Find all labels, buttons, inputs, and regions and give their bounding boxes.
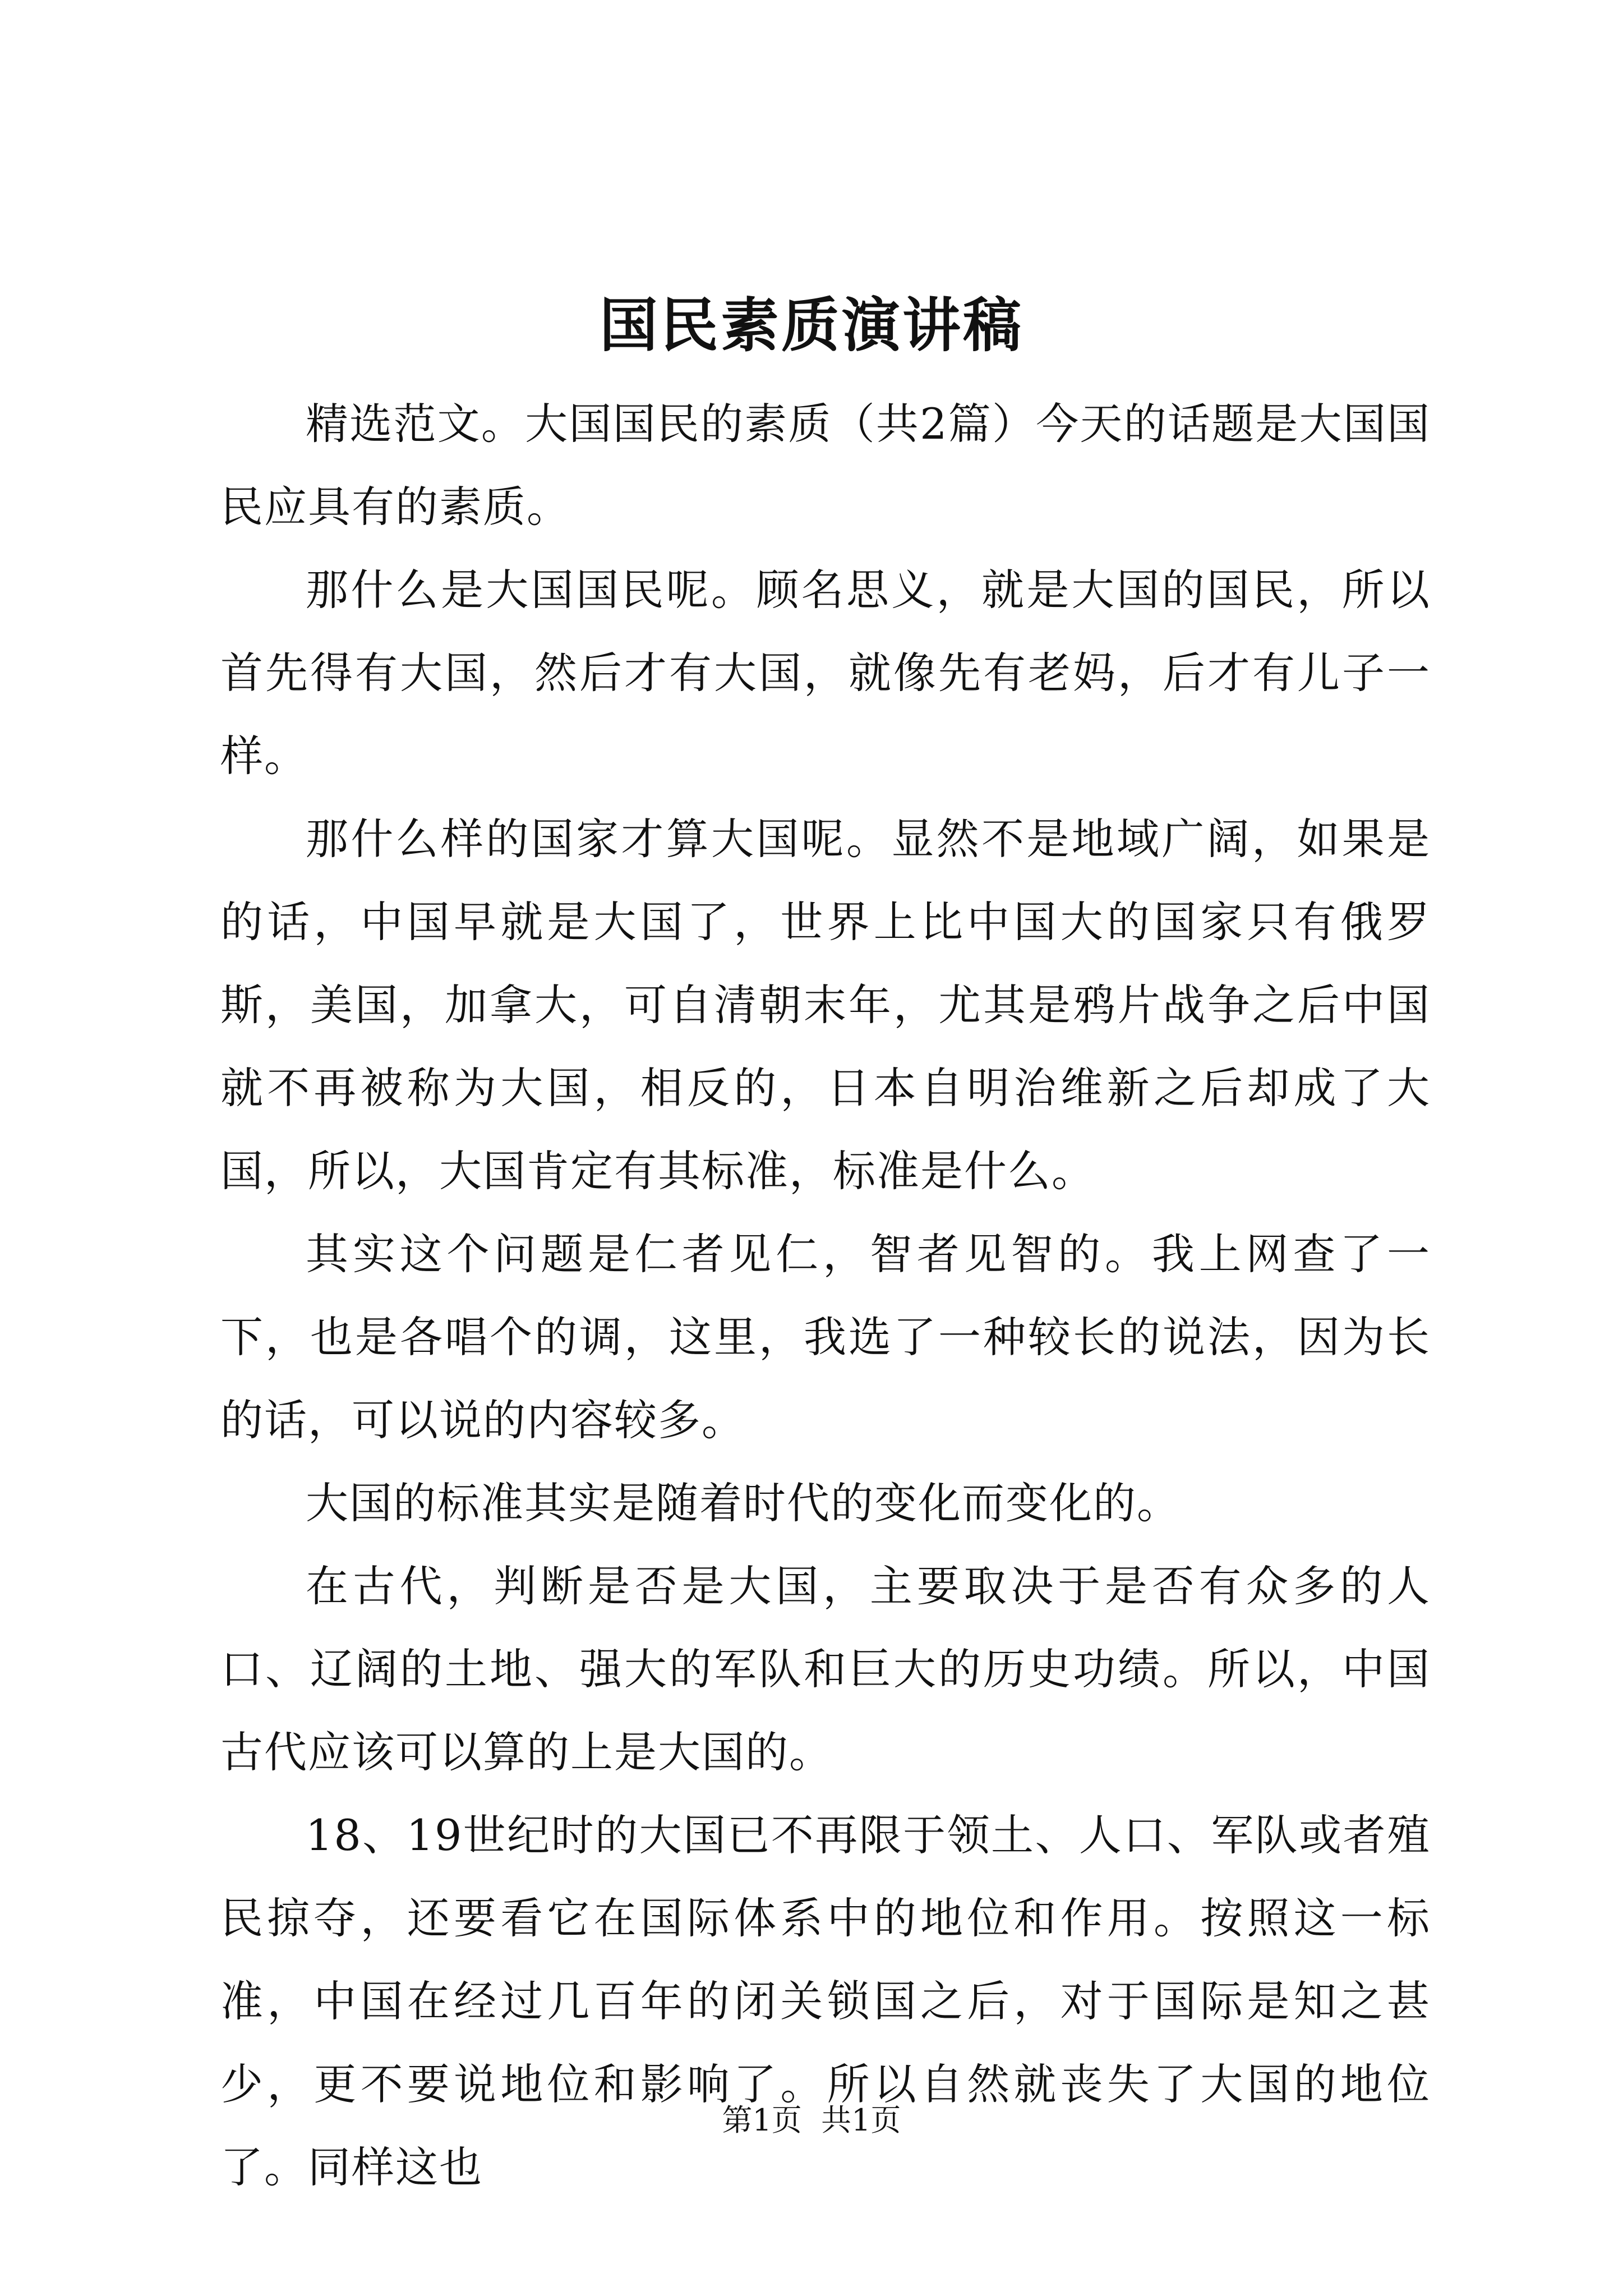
paragraph: 其实这个问题是仁者见仁，智者见智的。我上网查了一下，也是各唱个的调，这里，我选了一种较长的说法，因为长的话，可以说的内容较多。	[220, 1229, 1431, 1445]
document-title: 国民素质演讲稿	[599, 291, 1023, 360]
paragraph: 18、19世纪时的大国已不再限于领土、人口、军队或者殖民掠夺，还要看它在国际体系中的地位和作用。按照这一标准，中国在经过几百年的闭关锁国之后，对于国际是知之甚少，更不要说地位和影响了。所以自然就丧失了大国的地位了。同样这也	[220, 1810, 1431, 2192]
page-number-label: 第1页 共1页	[722, 2102, 901, 2138]
page-footer	[0, 2098, 1623, 2143]
document-body	[220, 383, 1431, 2209]
paragraph: 那什么样的国家才算大国呢。显然不是地域广阔，如果是的话，中国早就是大国了，世界上比中国大的国家只有俄罗斯，美国，加拿大，可自清朝末年，尤其是鸦片战争之后中国就不再被称为大国，相反的，日本自明治维新之后却成了大国，所以，大国肯定有其标准，标准是什么。	[220, 814, 1431, 1196]
paragraph: 大国的标准其实是随着时代的变化而变化的。	[306, 1478, 1181, 1528]
paragraph: 那什么是大国国民呢。顾名思义，就是大国的国民，所以首先得有大国，然后才有大国，就像先有老妈，后才有儿子一样。	[220, 565, 1431, 781]
paragraph: 精选范文。大国国民的素质（共2篇）今天的话题是大国国民应具有的素质。	[220, 399, 1431, 532]
paragraph: 在古代，判断是否是大国，主要取决于是否有众多的人口、辽阔的土地、强大的军队和巨大的历史功绩。所以，中国古代应该可以算的上是大国的。	[220, 1561, 1431, 1777]
